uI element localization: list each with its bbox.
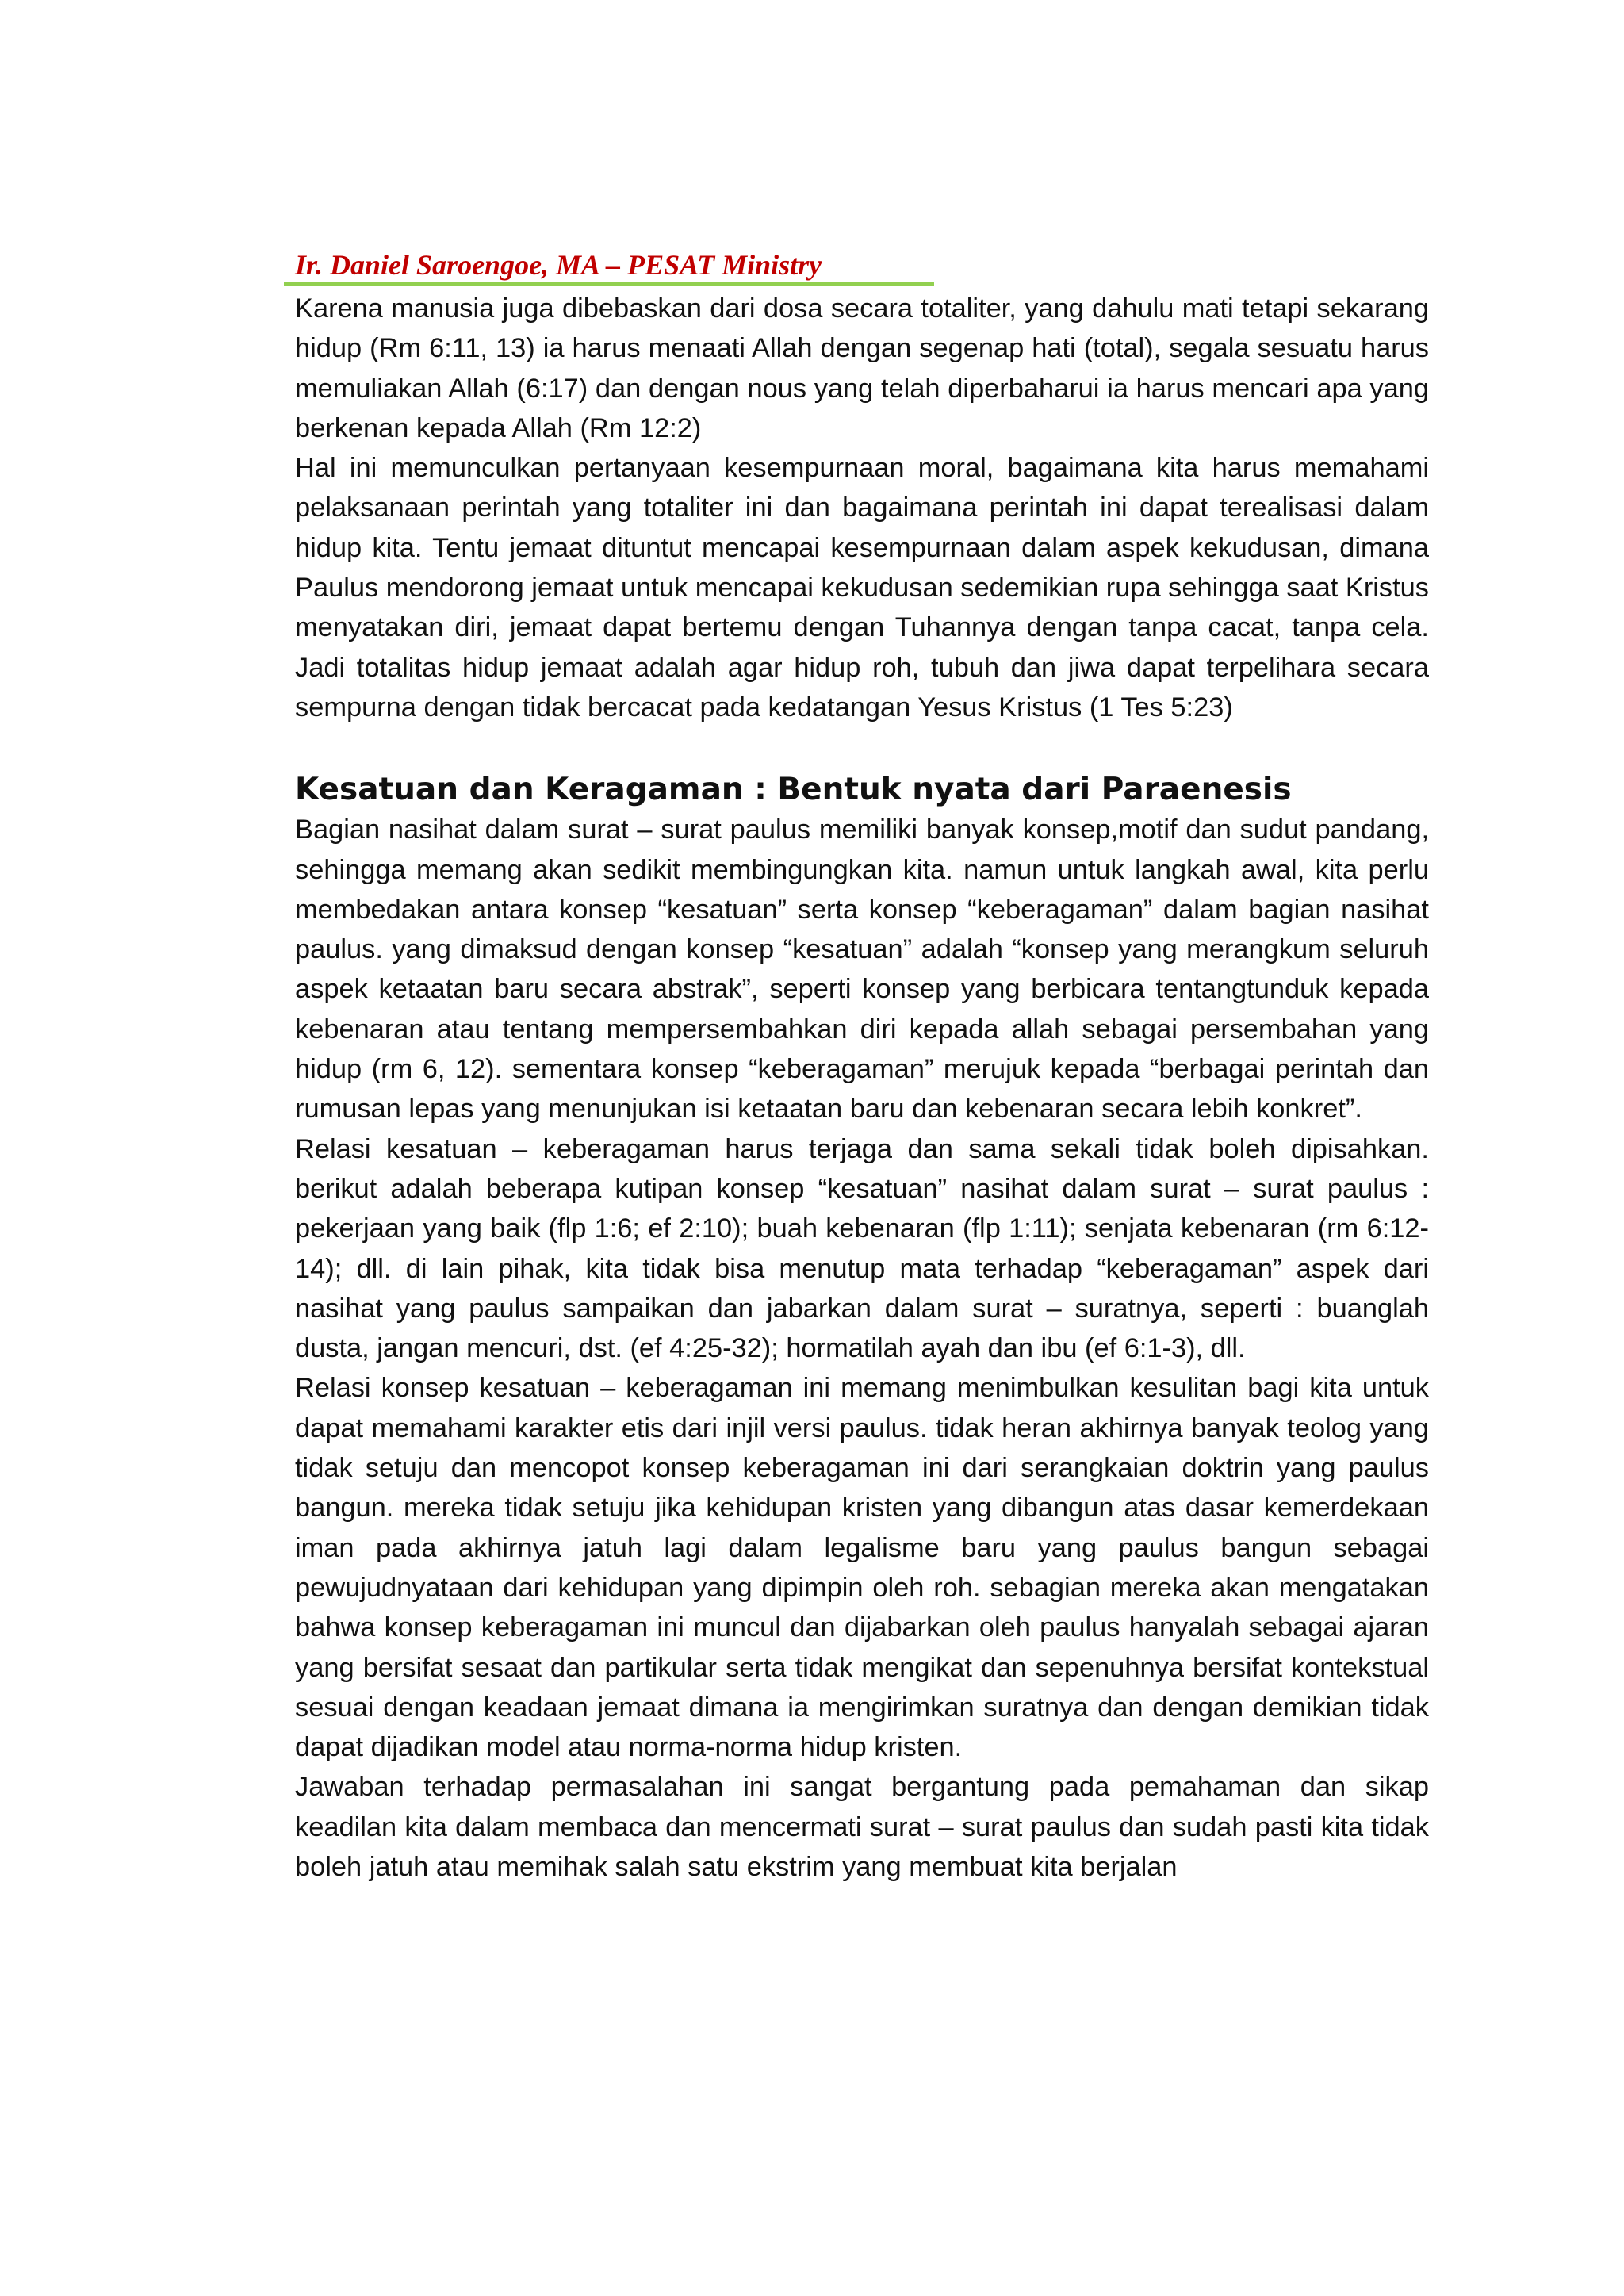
section-paragraph-4: Jawaban terhadap permasalahan ini sangat bergantung pada pemahaman dan sikap keadilan kita dalam membaca dan mencermati surat – surat paulus dan sudah pasti kita tidak boleh jatuh atau memihak salah satu ekstrim yang membuat kita berjalan [295, 1772, 1429, 1882]
author-line: Ir. Daniel Saroengoe, MA – PESAT Ministry [295, 249, 822, 281]
section-heading: Kesatuan dan Keragaman : Bentuk nyata dari Paraenesis [295, 772, 1292, 808]
section-paragraph-2: Relasi kesatuan – keberagaman harus terjaga dan sama sekali tidak boleh dipisahkan. berikut adalah beberapa kutipan konsep “kesatuan” nasihat dalam surat – surat paulus : pekerjaan yang baik (flp 1:6; ef 2:10); buah kebenaran (flp 1:11); senjata kebenaran (rm 6:12-14); dll. di lain pihak, kita tidak bisa menutup mata terhadap “keberagaman” aspek dari nasihat yang paulus sampaikan dan jabarkan dalam surat – suratnya, seperti : buanglah dusta, jangan mencuri, dst. (ef 4:25-32); hormatilah ayah dan ibu (ef 6:1-3), dll. [295, 1133, 1429, 1364]
section-paragraph-3: Relasi konsep kesatuan – keberagaman ini memang menimbulkan kesulitan bagi kita untuk dapat memahami karakter etis dari injil versi paulus. tidak heran akhirnya banyak teolog yang tidak setuju dan mencopot konsep keberagaman ini dari serangkaian doktrin yang paulus bangun. mereka tidak setuju jika kehidupan kristen yang dibangun atas dasar kemerdekaan iman pada akhirnya jatuh lagi dalam legalisme baru yang paulus bangun sebagai pewujudnyataan dari kehidupan yang dipimpin oleh roh. sebagian mereka akan mengatakan bahwa konsep keberagaman ini muncul dan dijabarkan oleh paulus hanyalah sebagai ajaran yang bersifat sesaat dan partikular serta tidak mengikat dan sepenuhnya bersifat kontekstual sesuai dengan keadaan jemaat dimana ia mengirimkan suratnya dan dengan demikian tidak dapat dijadikan model atau norma-norma hidup kristen. [295, 1373, 1429, 1763]
page-header [295, 247, 1429, 287]
section-paragraph-1: Bagian nasihat dalam surat – surat paulus memiliki banyak konsep,motif dan sudut pandang, sehingga memang akan sedikit membingungkan kita. namun untuk langkah awal, kita perlu membedakan antara konsep “kesatuan” serta konsep “keberagaman” dalam bagian nasihat paulus. yang dimaksud dengan konsep “kesatuan” adalah “konsep yang merangkum seluruh aspek ketaatan baru secara abstrak”, seperti konsep yang berbicara tentangtunduk kepada kebenaran atau tentang mempersembahkan diri kepada allah sebagai persembahan yang hidup (rm 6, 12). sementara konsep “keberagaman” merujuk kepada “berbagai perintah dan rumusan lepas yang menunjukan isi ketaatan baru dan kebenaran secara lebih konkret”. [295, 815, 1429, 1125]
intro-paragraph-2: Hal ini memunculkan pertanyaan kesempurnaan moral, bagaimana kita harus memahami pelaksanaan perintah yang totaliter ini dan bagaimana perintah ini dapat terealisasi dalam hidup kita. Tentu jemaat dituntut mencapai kesempurnaan dalam aspek kekudusan, dimana Paulus mendorong jemaat untuk mencapai kekudusan sedemikian rupa sehingga saat Kristus menyatakan diri, jemaat dapat bertemu dengan Tuhannya dengan tanpa cacat, tanpa cela. Jadi totalitas hidup jemaat adalah agar hidup roh, tubuh dan jiwa dapat terpelihara secara sempurna dengan tidak bercacat pada kedatangan Yesus Kristus (1 Tes 5:23) [295, 453, 1429, 723]
document-page [295, 247, 1429, 1887]
header-underline [284, 282, 934, 286]
intro-paragraph-1: Karena manusia juga dibebaskan dari dosa secara totaliter, yang dahulu mati tetapi sekarang hidup (Rm 6:11, 13) ia harus menaati Allah dengan segenap hati (total), segala sesuatu harus memuliakan Allah (6:17) dan dengan nous yang telah diperbaharui ia harus mencari apa yang berkenan kepada Allah (Rm 12:2) [295, 293, 1429, 443]
